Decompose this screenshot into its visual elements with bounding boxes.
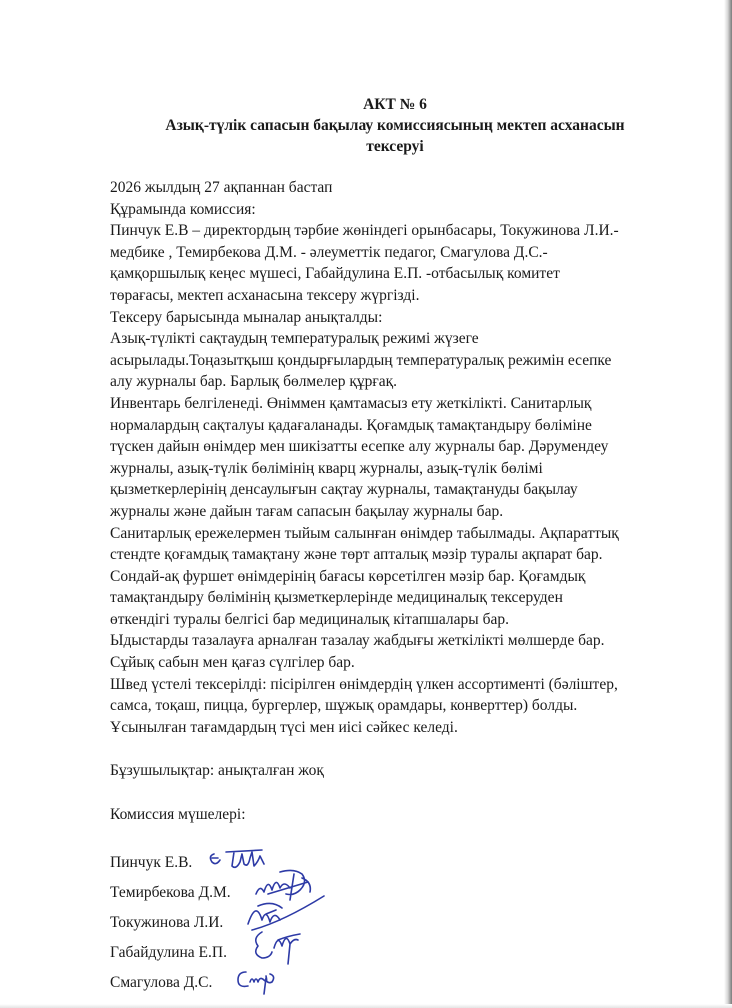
- body-line: төрағасы, мектеп асханасына тексеру жүргізді.: [110, 286, 420, 304]
- member-row: [110, 848, 680, 878]
- body-line: Инвентарь белгіленеді. Өніммен қамтамасыз ету жеткілікті. Санитарлық: [110, 394, 592, 412]
- body-line: стендте қоғамдық тамақтану және төрт апталық мәзір туралы ақпарат бар.: [110, 546, 603, 564]
- body-line: Азық-түлікті сақтаудың температуралық режимі жүзеге: [110, 330, 479, 348]
- body-line: Ұсынылған тағамдардың түсі мен иісі сәйкес келеді.: [110, 718, 458, 736]
- member-row: [110, 968, 680, 998]
- body-line: медбике , Темирбекова Д.М. - әлеуметтік педагог, Смагулова Д.С.-: [110, 243, 548, 261]
- body-line: Құрамында комиссия:: [110, 200, 256, 218]
- body-line: қызметкерлерінің денсаулығын сақтау журналы, тамақтануды бақылау: [110, 481, 578, 499]
- body-line: 2026 жылдың 27 ақпаннан бастап: [110, 179, 333, 196]
- members-label: Комиссия мүшелері:: [110, 806, 246, 824]
- body-line: өткендігі туралы белгісі бар медициналық кітапшалары бар.: [110, 610, 509, 628]
- body-line: Швед үстелі тексерілді: пісірілген өнімдердің үлкен ассортименті (бәліштер,: [110, 675, 618, 693]
- signature-mark: [248, 924, 308, 966]
- body-line: Пинчук Е.В – директордың тәрбие жөніндегі орынбасары, Токужинова Л.И.-: [110, 222, 619, 240]
- member-row: [110, 908, 680, 938]
- document-title: АКТ № 6: [363, 96, 427, 113]
- body-line: қамқоршылық кеңес мүшесі, Габайдулина Е.П. -отбасылық комитет: [110, 265, 560, 283]
- scan-page-edge: [724, 0, 732, 1008]
- body-line: самса, тоқаш, пицца, бургерлер, шұжық орамдары, конверттер) болды.: [110, 697, 578, 715]
- body-line: Сұйық сабын мен қағаз сүлгілер бар.: [110, 654, 355, 672]
- body-line: Тексеру барысында мыналар анықталды:: [110, 308, 383, 326]
- body-line: асырылады.Тоңазытқыш қондырғылардың температуралық режимін есепке: [110, 351, 612, 369]
- body-line: алу журналы бар. Барлық бөлмелер құрғақ.: [110, 373, 398, 391]
- body-line: журналы, азық-түлік бөлімінің кварц журналы, азық-түлік бөлімі: [110, 459, 543, 477]
- signature-mark: [234, 962, 278, 996]
- document-subtitle-line-2: тексеруі: [366, 138, 424, 155]
- document-subtitle-line-1: Азық-түлік сапасын бақылау комиссиясының мектеп асханасын: [165, 117, 625, 134]
- body-line: тамақтандыру бөлімінің қызметкерлерінде медициналық тексеруден: [110, 589, 563, 607]
- scan-page-edge-bottom: [0, 1004, 732, 1008]
- body-line: журналы және дайын тағам сапасын бақылау журналы бар.: [110, 502, 504, 520]
- violations-statement: Бұзушылықтар: анықталған жоқ: [110, 762, 324, 780]
- body-line: Ыдыстарды тазалауға арналған тазалау жабдығы жеткілікті мөлшерде бар.: [110, 632, 605, 650]
- member-name: Пинчук Е.В.: [110, 854, 193, 872]
- member-name: Габайдулина Е.П.: [110, 944, 227, 962]
- member-name: Смагулова Д.С.: [110, 974, 213, 992]
- member-row: [110, 938, 680, 968]
- document: [110, 94, 680, 998]
- member-row: [110, 878, 680, 908]
- body-line: түскен дайын өнімдер мен шикізатты есепке алу журналы бар. Дәрумендеу: [110, 438, 609, 456]
- body-line: Сондай-ақ фуршет өнімдерінің бағасы көрсетілген мәзір бар. Қоғамдық: [110, 567, 586, 585]
- document-body: [110, 177, 680, 738]
- member-name: Темирбекова Д.М.: [110, 884, 231, 902]
- body-line: нормалардың сақталуы қадағаланады. Қоғамдық тамақтандыру бөліміне: [110, 416, 592, 434]
- members-list: [110, 848, 680, 998]
- body-line: Санитарлық ережелермен тыйым салынған өнімдер табылмады. Ақпараттық: [110, 524, 619, 542]
- member-name: Токужинова Л.И.: [110, 914, 224, 932]
